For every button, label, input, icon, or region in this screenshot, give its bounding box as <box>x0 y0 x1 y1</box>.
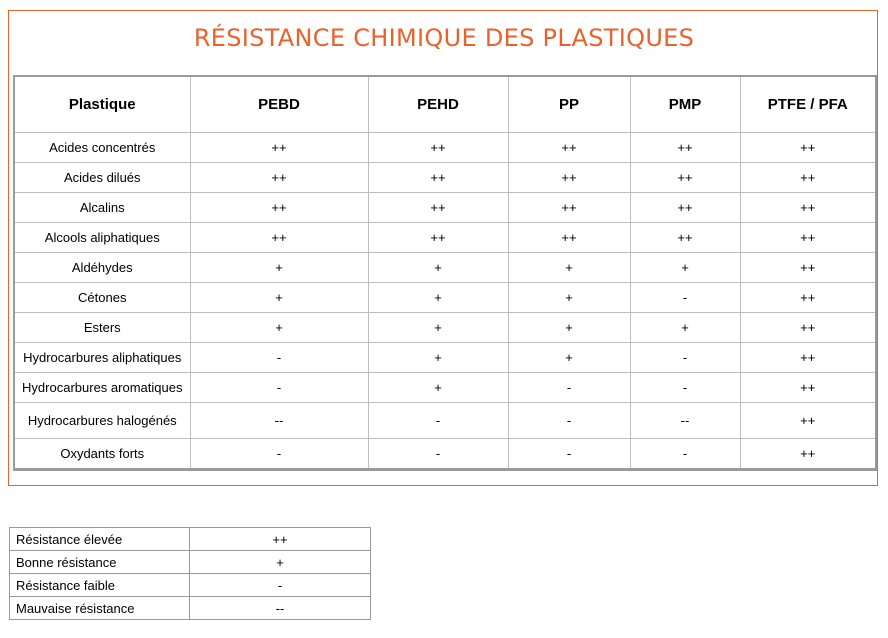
table-row <box>14 283 876 313</box>
row-label-cell: Esters <box>14 313 190 343</box>
rating-cell: + <box>190 313 368 343</box>
rating-cell: + <box>190 283 368 313</box>
rating-cell: - <box>190 439 368 470</box>
rating-cell: ++ <box>740 439 876 470</box>
rating-cell: ++ <box>740 133 876 163</box>
legend-label: Résistance faible <box>10 574 190 597</box>
legend-label: Résistance élevée <box>10 528 190 551</box>
rating-cell: ++ <box>190 133 368 163</box>
page-title: RÉSISTANCE CHIMIQUE DES PLASTIQUES <box>193 24 695 52</box>
header-cell: PTFE / PFA <box>740 76 876 133</box>
rating-cell: ++ <box>630 193 740 223</box>
row-label-cell: Hydrocarbures aromatiques <box>14 373 190 403</box>
header-cell: PEBD <box>190 76 368 133</box>
rating-cell: ++ <box>368 163 508 193</box>
table-row <box>14 313 876 343</box>
legend-row <box>10 528 371 551</box>
row-label-cell: Alcools aliphatiques <box>14 223 190 253</box>
rating-cell: -- <box>630 403 740 439</box>
rating-cell: - <box>190 343 368 373</box>
header-cell: PMP <box>630 76 740 133</box>
rating-cell: ++ <box>368 223 508 253</box>
rating-cell: ++ <box>740 253 876 283</box>
rating-cell: ++ <box>630 163 740 193</box>
row-label-cell: Acides concentrés <box>14 133 190 163</box>
row-label-cell: Cétones <box>14 283 190 313</box>
rating-cell: + <box>368 313 508 343</box>
table-row <box>14 193 876 223</box>
rating-cell: - <box>630 373 740 403</box>
header-cell: PEHD <box>368 76 508 133</box>
legend-table <box>9 527 371 620</box>
rating-cell: + <box>508 283 630 313</box>
table-row <box>14 163 876 193</box>
legend-symbol: -- <box>190 597 371 620</box>
rating-cell: - <box>508 373 630 403</box>
rating-cell: ++ <box>630 133 740 163</box>
table-row <box>14 403 876 439</box>
rating-cell: - <box>630 439 740 470</box>
rating-cell: ++ <box>740 283 876 313</box>
table-row <box>14 343 876 373</box>
rating-cell: ++ <box>190 163 368 193</box>
row-label-cell: Oxydants forts <box>14 439 190 470</box>
rating-cell: -- <box>190 403 368 439</box>
rating-cell: ++ <box>508 223 630 253</box>
table-row <box>14 253 876 283</box>
rating-cell: ++ <box>740 343 876 373</box>
rating-cell: + <box>630 313 740 343</box>
rating-cell: ++ <box>630 223 740 253</box>
rating-cell: + <box>630 253 740 283</box>
resistance-table <box>13 75 877 471</box>
rating-cell: - <box>630 283 740 313</box>
rating-cell: - <box>508 403 630 439</box>
rating-cell: + <box>508 253 630 283</box>
rating-cell: ++ <box>740 223 876 253</box>
legend-row <box>10 597 371 620</box>
row-label-cell: Hydrocarbures aliphatiques <box>14 343 190 373</box>
rating-cell: ++ <box>740 403 876 439</box>
row-label-cell: Hydrocarbures halogénés <box>14 403 190 439</box>
rating-cell: - <box>368 439 508 470</box>
rating-cell: ++ <box>740 193 876 223</box>
table-row <box>14 133 876 163</box>
rating-cell: - <box>190 373 368 403</box>
table-row <box>14 223 876 253</box>
rating-cell: ++ <box>740 373 876 403</box>
legend-row <box>10 551 371 574</box>
rating-cell: - <box>630 343 740 373</box>
rating-cell: ++ <box>508 193 630 223</box>
legend-symbol: ++ <box>190 528 371 551</box>
legend-label: Mauvaise résistance <box>10 597 190 620</box>
rating-cell: + <box>368 253 508 283</box>
rating-cell: + <box>368 283 508 313</box>
rating-cell: + <box>508 313 630 343</box>
rating-cell: ++ <box>190 193 368 223</box>
rating-cell: + <box>190 253 368 283</box>
rating-cell: + <box>508 343 630 373</box>
rating-cell: - <box>508 439 630 470</box>
rating-cell: + <box>368 343 508 373</box>
rating-cell: ++ <box>740 313 876 343</box>
row-label-cell: Alcalins <box>14 193 190 223</box>
header-cell: PP <box>508 76 630 133</box>
header-cell: Plastique <box>14 76 190 133</box>
rating-cell: ++ <box>508 133 630 163</box>
rating-cell: - <box>368 403 508 439</box>
table-header-row <box>14 76 876 133</box>
legend-row <box>10 574 371 597</box>
rating-cell: ++ <box>740 163 876 193</box>
table-row <box>14 439 876 470</box>
legend-label: Bonne résistance <box>10 551 190 574</box>
rating-cell: ++ <box>190 223 368 253</box>
rating-cell: ++ <box>368 193 508 223</box>
row-label-cell: Acides dilués <box>14 163 190 193</box>
rating-cell: ++ <box>508 163 630 193</box>
legend-symbol: + <box>190 551 371 574</box>
row-label-cell: Aldéhydes <box>14 253 190 283</box>
legend-symbol: - <box>190 574 371 597</box>
rating-cell: + <box>368 373 508 403</box>
table-row <box>14 373 876 403</box>
rating-cell: ++ <box>368 133 508 163</box>
